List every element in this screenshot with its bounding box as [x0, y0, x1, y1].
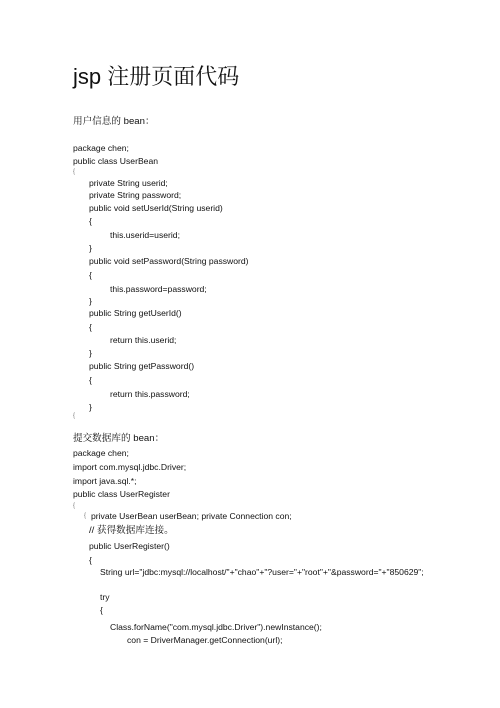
brace-marker: {: [73, 169, 76, 175]
code-line: public class UserRegister: [73, 489, 170, 499]
code-line: }: [89, 402, 92, 412]
code-line: return this.password;: [110, 389, 190, 399]
code-line: return this.userid;: [110, 335, 177, 345]
code-line: Class.forName("com.mysql.jdbc.Driver").newInstance();: [110, 622, 322, 632]
code-line: String url="jdbc:mysql://localhost/"+"chao"+"?user="+"root"+"&password="+"850629";: [100, 567, 424, 577]
brace-marker: {: [73, 503, 76, 509]
code-line: import java.sql.*;: [73, 476, 137, 486]
code-line: private UserBean userBean; private Connection con;: [91, 511, 292, 521]
code-line: public UserRegister(): [89, 541, 170, 551]
code-line: }: [89, 296, 92, 306]
code-line: {: [89, 216, 92, 226]
brace-marker: {: [73, 413, 76, 419]
code-line: }: [89, 348, 92, 358]
section-heading-register-bean: 提交数据库的 bean：: [73, 433, 165, 444]
code-line: this.password=password;: [110, 284, 207, 294]
code-line: this.userid=userid;: [110, 230, 180, 240]
code-line: {: [100, 605, 103, 615]
code-line: public String getUserId(): [89, 308, 182, 318]
code-line: {: [89, 322, 92, 332]
section-heading-user-bean: 用户信息的 bean：: [73, 116, 155, 127]
code-line: }: [89, 243, 92, 253]
code-line: public void setUserId(String userid): [89, 203, 223, 213]
code-line: import com.mysql.jdbc.Driver;: [73, 462, 187, 472]
code-line: public class UserBean: [73, 156, 159, 166]
code-line: {: [89, 375, 92, 385]
code-line: public String getPassword(): [89, 361, 195, 371]
code-comment: // 获得数据库连接。: [89, 525, 174, 536]
page-title: jsp 注册页面代码: [73, 64, 240, 89]
code-line: try: [100, 592, 110, 602]
code-line: package chen;: [73, 143, 129, 153]
code-line: con = DriverManager.getConnection(url);: [127, 635, 283, 645]
code-line: package chen;: [73, 448, 129, 458]
code-line: private String userid;: [89, 178, 168, 188]
brace-marker: {: [84, 513, 87, 519]
code-line: public void setPassword(String password): [89, 256, 249, 266]
code-line: private String password;: [89, 190, 182, 200]
code-line: {: [89, 270, 92, 280]
code-line: {: [89, 555, 92, 565]
